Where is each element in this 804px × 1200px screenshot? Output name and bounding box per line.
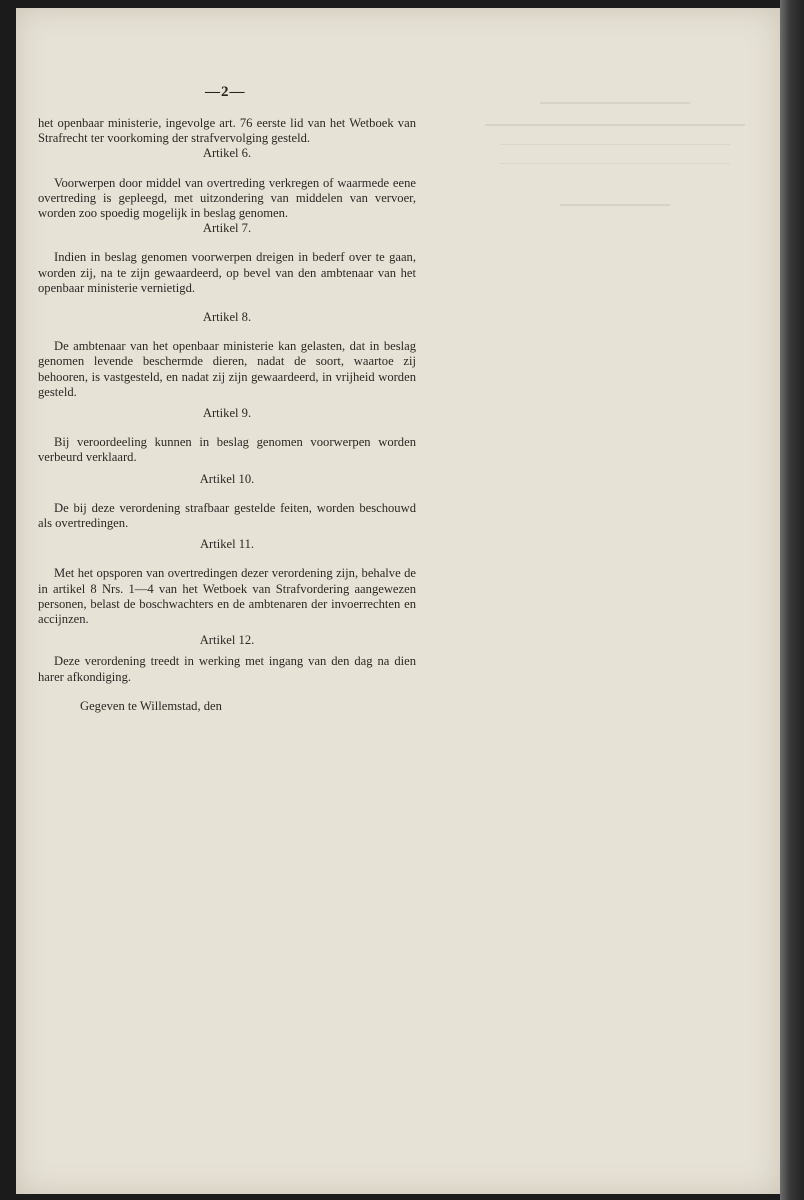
article-text: Indien in beslag genomen voorwerpen dreigen in bederf over te gaan, worden zij, na te zijn gewaardeerd, op bevel van den ambtenaar van het openbaar ministerie vernietigd.	[38, 250, 416, 295]
opening-paragraph: het openbaar ministerie, ingevolge art. 76 eerste lid van het Wetboek van Strafrecht ter voorkoming der strafvervolging gesteld.	[38, 116, 416, 146]
article-heading: Artikel 7.	[202, 221, 252, 236]
article-text: Met het opsporen van overtredingen dezer verordening zijn, behalve de in artikel 8 Nrs. 1—4 van het Wetboek van Strafvordering aangewezen personen, belast de boschwachters en de ambtenaren der invoerrechten en accijnzen.	[38, 566, 416, 627]
article-heading: Artikel 10.	[199, 471, 255, 486]
binding-edge	[780, 0, 804, 1200]
article-8	[38, 310, 416, 400]
page-number: —2—	[205, 84, 246, 100]
article-heading: Artikel 9.	[202, 406, 252, 421]
signature-line: Gegeven te Willemstad, den	[80, 698, 222, 713]
article-text: De ambtenaar van het openbaar ministerie kan gelasten, dat in beslag genomen levende beschermde dieren, nadat de soort, waartoe zij behooren, is vastgesteld, en nadat zij zijn gewaardeerd, in vrijheid worden gesteld.	[38, 339, 416, 399]
document-body	[38, 116, 416, 714]
article-text: Deze verordening treedt in werking met ingang van den dag na dien harer afkondiging.	[38, 654, 416, 684]
article-12	[38, 633, 416, 685]
article-11	[38, 537, 416, 627]
article-heading: Artikel 12.	[199, 633, 255, 648]
article-heading: Artikel 11.	[199, 537, 255, 552]
article-text: Bij veroordeeling kunnen in beslag genomen voorwerpen worden verbeurd verklaard.	[38, 435, 416, 465]
show-through-header	[470, 82, 760, 212]
article-heading: Artikel 8.	[202, 310, 252, 325]
article-text: De bij deze verordening strafbaar gestelde feiten, worden beschouwd als overtredingen.	[38, 500, 416, 531]
article-9	[38, 406, 416, 466]
article-7	[38, 221, 416, 296]
article-text: Voorwerpen door middel van overtreding verkregen of waarmede eene overtreding is gepleegd, met uitzondering van middelen van vervoer, worden zoo spoedig mogelijk in beslag genomen.	[38, 175, 416, 221]
article-6	[38, 146, 416, 221]
article-heading: Artikel 6.	[202, 146, 252, 161]
article-10	[38, 472, 416, 532]
